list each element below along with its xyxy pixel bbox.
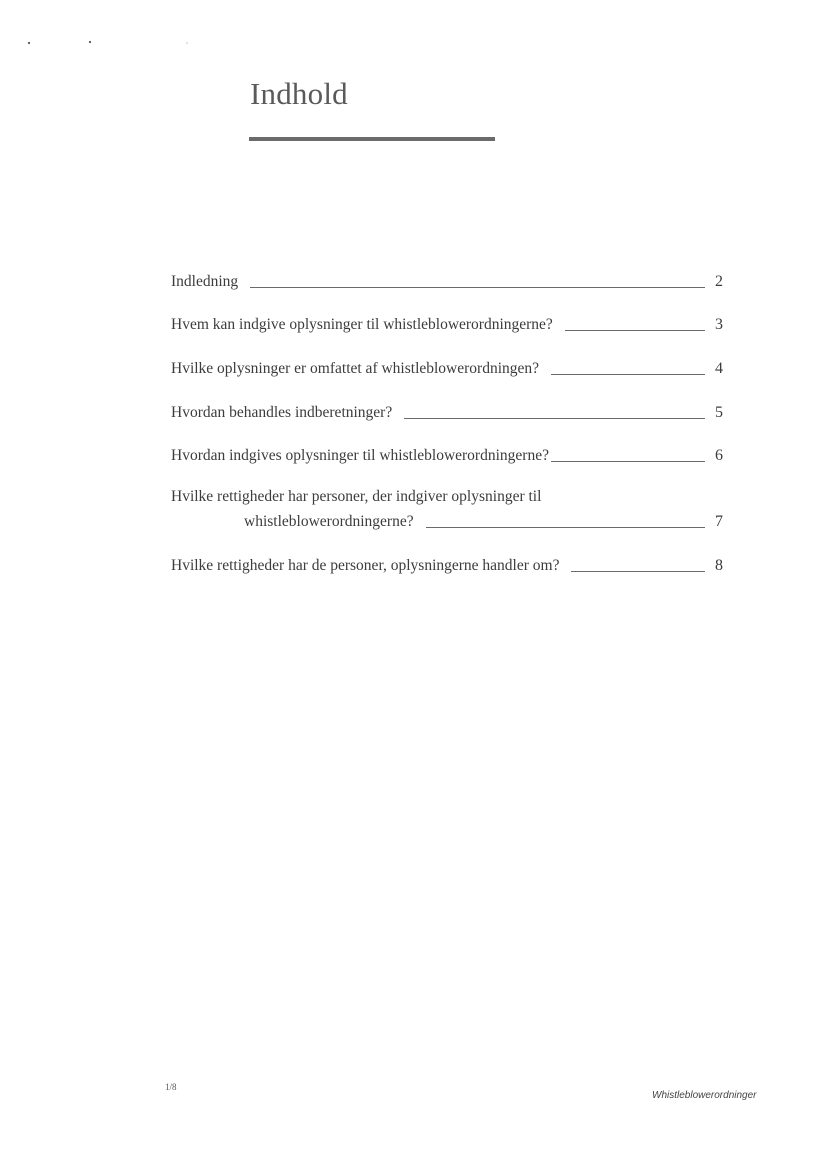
toc-leader-line — [551, 460, 705, 462]
footer-page-number: 1/8 — [165, 1082, 177, 1092]
toc-leader-line — [250, 286, 705, 288]
toc-entry[interactable] — [171, 445, 723, 465]
toc-page-number: 2 — [715, 273, 723, 290]
toc-page-number: 7 — [715, 513, 723, 530]
toc-entry-label: Hvilke oplysninger er omfattet af whistleblowerordningen? — [171, 360, 540, 377]
toc-page-number: 3 — [715, 316, 723, 333]
toc-entry-label: Hvilke rettigheder har personer, der indgiver oplysninger til — [171, 488, 542, 505]
footer-document-title: Whistleblowerordninger — [652, 1090, 757, 1101]
toc-entry[interactable] — [171, 402, 723, 422]
toc-entry-label: Hvem kan indgive oplysninger til whistleblowerordningerne? — [171, 316, 553, 333]
toc-entry[interactable] — [171, 555, 723, 575]
page-title: Indhold — [250, 76, 348, 111]
toc-page-number: 4 — [715, 360, 723, 377]
toc-entry-label: Hvordan behandles indberetninger? — [171, 404, 393, 421]
toc-leader-line — [404, 417, 705, 419]
toc-page-number: 5 — [715, 404, 723, 421]
toc-page-number: 8 — [715, 557, 723, 574]
toc-entry-label: Hvilke rettigheder har de personer, oplysningerne handler om? — [171, 557, 560, 574]
toc-entry-label: Hvordan indgives oplysninger til whistleblowerordningerne? — [171, 447, 549, 464]
toc-entry-label-continued: whistleblowerordningerne? — [244, 513, 414, 530]
toc-entry[interactable] — [171, 314, 723, 334]
toc-leader-line — [551, 373, 705, 375]
toc-leader-line — [571, 570, 705, 572]
toc-entry-label: Indledning — [171, 273, 239, 290]
toc-entry[interactable] — [171, 487, 723, 531]
toc-leader-line — [565, 329, 705, 331]
toc-entry[interactable] — [171, 271, 723, 291]
toc-page-number: 6 — [715, 447, 723, 464]
toc-entry[interactable] — [171, 358, 723, 378]
toc-leader-line — [426, 526, 705, 528]
